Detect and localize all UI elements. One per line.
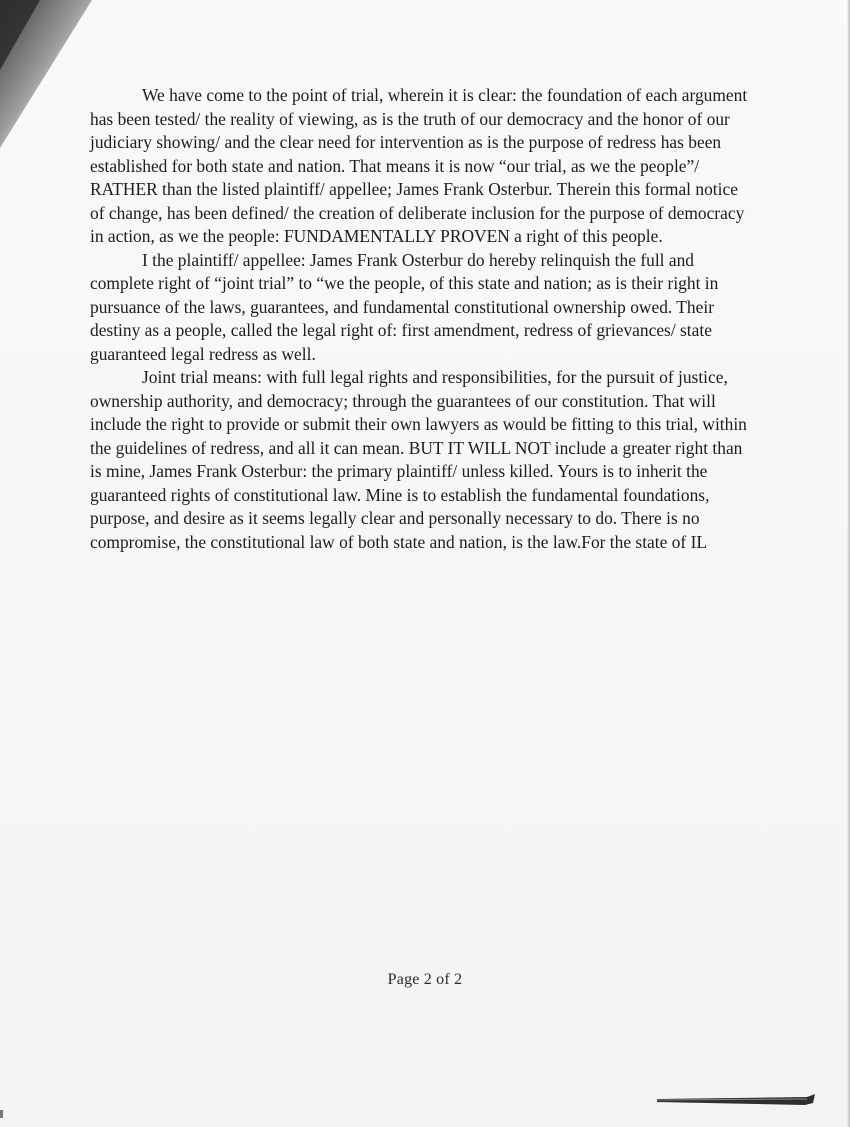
bleed-through-text [110,652,750,952]
paragraph: I the plaintiff/ appellee: James Frank Osterbur do hereby relinquish the full and complete right of “joint trial” to “we the people, of this state and nation; as is their right in pursuance of the laws, guarantees, and fundamental constitutional ownership owed. Their destiny as a people, called the legal right of: first amendment, redress of grievances/ state guaranteed legal redress as well. [90,249,719,364]
document-body [90,84,750,554]
scan-left-tick [0,1110,3,1118]
page-number: Page 2 of 2 [387,971,463,988]
paragraph: We have come to the point of trial, wherein it is clear: the foundation of each argument has been tested/ the reality of viewing, as is the truth of our democracy and the honor of our judiciary showing/ and the clear need for intervention as is the purpose of redress has been established for both state and nation. That means it is now “our trial, as we the people”/ RATHER than the listed plaintiff/ appellee; James Frank Osterbur. Therein this formal notice of change, has been defined/ the creation of deliberate inclusion for the purpose of democracy in action, as we the people: FUNDAMENTALLY PROVEN a right of this people. [90,85,748,246]
scan-shadow-corner [0,0,95,150]
paragraph: Joint trial means: with full legal rights and responsibilities, for the pursuit of justice, ownership authority, and democracy; through the guarantees of our constitution. That will include the right to provide or submit their own lawyers as would be fitting to this trial, within the guidelines of redress, and all it can mean. BUT IT WILL NOT include a greater right than is mine, James Frank Osterbur: the primary plaintiff/ unless killed. Yours is to inherit the guaranteed rights of constitutional law. Mine is to establish the fundamental foundations, purpose, and desire as it seems legally clear and personally necessary to do. There is no compromise, the constitutional law of both state and nation, is the law.For the state of IL [90,367,747,552]
scan-edge-mark [657,1093,817,1107]
